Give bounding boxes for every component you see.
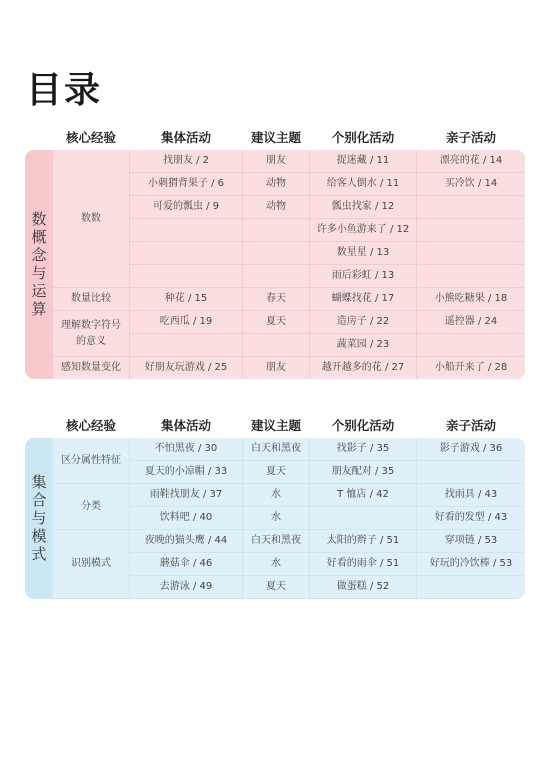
individual-activity-cell: 雨后彩虹 / 13 <box>310 265 416 287</box>
parent-child-activity-cell: 找雨具 / 43 <box>417 484 525 506</box>
core-experience-header: 核心经验 <box>65 418 116 433</box>
parent-child-activity-cell: 买冷饮 / 14 <box>417 173 525 195</box>
suggested-theme-cell <box>243 265 309 287</box>
group-activity-cell: 去游泳 / 49 <box>130 576 242 598</box>
individual-activity-cell: 找影子 / 35 <box>310 438 416 460</box>
group-activity-cell: 不怕黑夜 / 30 <box>130 438 242 460</box>
core-experience-cell: 区分属性特征 <box>53 438 129 483</box>
toc-table-sets-patterns <box>25 416 525 598</box>
group-activity-cell: 夜晚的猫头鹰 / 44 <box>130 530 242 552</box>
individual-activity-cell: 瓢虫找家 / 12 <box>310 196 416 218</box>
individual-activity-cell: 蔬菜园 / 23 <box>310 334 416 356</box>
parent-child-activity-cell <box>417 265 525 287</box>
parent-child-activity-cell: 漂亮的花 / 14 <box>417 150 525 172</box>
group-activity-cell: 蘑菇伞 / 46 <box>130 553 242 575</box>
suggested-theme-cell: 朋友 <box>243 150 309 172</box>
group-activity-header: 集体活动 <box>160 130 211 145</box>
toc-table-number-concepts <box>25 128 525 378</box>
individual-activity-cell: 太阳的辫子 / 51 <box>310 530 416 552</box>
individual-activity-cell: 做蛋糕 / 52 <box>310 576 416 598</box>
parent-child-activity-cell: 好玩的冷饮棒 / 53 <box>417 553 525 575</box>
parent-child-activity-cell <box>417 242 525 264</box>
section-label <box>25 438 53 599</box>
parent-child-activity-cell <box>417 461 525 483</box>
parent-child-activity-cell: 影子游戏 / 36 <box>417 438 525 460</box>
suggested-theme-cell: 夏天 <box>243 311 309 333</box>
core-experience-cell: 数量比较 <box>53 288 129 310</box>
group-activity-cell: 种花 / 15 <box>130 288 242 310</box>
parent-child-activity-cell <box>417 219 525 241</box>
parent-child-activity-cell <box>417 196 525 218</box>
section-label-text: 集合与模式 <box>29 473 48 564</box>
suggested-theme-cell: 夏天 <box>243 576 309 598</box>
parent-child-activity-header: 亲子活动 <box>445 418 496 433</box>
group-activity-cell <box>130 219 242 241</box>
individual-activity-cell: 给客人倒水 / 11 <box>310 173 416 195</box>
suggested-theme-cell: 动物 <box>243 173 309 195</box>
individual-activity-cell <box>310 507 416 529</box>
group-activity-header: 集体活动 <box>160 418 211 433</box>
group-activity-cell <box>130 242 242 264</box>
suggested-theme-cell: 动物 <box>243 196 309 218</box>
group-activity-cell: 夏天的小凉帽 / 33 <box>130 461 242 483</box>
group-activity-cell: 好朋友玩游戏 / 25 <box>130 357 242 379</box>
parent-child-activity-cell: 遥控器 / 24 <box>417 311 525 333</box>
parent-child-activity-cell: 小船开来了 / 28 <box>417 357 525 379</box>
suggested-theme-cell: 白天和黑夜 <box>243 438 309 460</box>
suggested-theme-cell: 水 <box>243 507 309 529</box>
table-body <box>25 438 525 599</box>
suggested-theme-cell <box>243 219 309 241</box>
suggested-theme-cell <box>243 334 309 356</box>
group-activity-cell: 小刺猬背果子 / 6 <box>130 173 242 195</box>
group-activity-cell: 饮料吧 / 40 <box>130 507 242 529</box>
individual-activity-cell: 造房子 / 22 <box>310 311 416 333</box>
parent-child-activity-header: 亲子活动 <box>445 130 496 145</box>
core-experience-cell: 数数 <box>53 150 129 287</box>
individual-activity-header: 个别化活动 <box>331 130 395 145</box>
parent-child-activity-cell: 好看的发型 / 43 <box>417 507 525 529</box>
suggested-theme-cell: 夏天 <box>243 461 309 483</box>
core-experience-cell: 识别模式 <box>53 530 129 598</box>
group-activity-cell: 找朋友 / 2 <box>130 150 242 172</box>
core-experience-cell: 分类 <box>53 484 129 529</box>
suggested-theme-cell: 水 <box>243 553 309 575</box>
individual-activity-header: 个别化活动 <box>331 418 395 433</box>
group-activity-cell: 吃西瓜 / 19 <box>130 311 242 333</box>
individual-activity-cell: 好看的雨伞 / 51 <box>310 553 416 575</box>
individual-activity-cell: 蝴蝶找花 / 17 <box>310 288 416 310</box>
individual-activity-cell: 许多小鱼游来了 / 12 <box>310 219 416 241</box>
group-activity-cell: 雨鞋找朋友 / 37 <box>130 484 242 506</box>
suggested-theme-cell: 春天 <box>243 288 309 310</box>
section-label <box>25 150 53 379</box>
individual-activity-cell: 越开越多的花 / 27 <box>310 357 416 379</box>
suggested-theme-cell: 水 <box>243 484 309 506</box>
core-experience-cell: 理解数字符号的意义 <box>53 311 129 356</box>
suggested-theme-header: 建议主题 <box>250 418 301 433</box>
suggested-theme-cell: 朋友 <box>243 357 309 379</box>
section-label-text: 数概念与运算 <box>29 210 48 319</box>
individual-activity-cell: T 恤店 / 42 <box>310 484 416 506</box>
page-title: 目录 <box>26 70 103 111</box>
table-body <box>25 150 525 379</box>
suggested-theme-header: 建议主题 <box>250 130 301 145</box>
parent-child-activity-cell <box>417 576 525 598</box>
group-activity-cell: 可爱的瓢虫 / 9 <box>130 196 242 218</box>
core-experience-cell: 感知数量变化 <box>53 357 129 379</box>
group-activity-cell <box>130 334 242 356</box>
parent-child-activity-cell <box>417 334 525 356</box>
individual-activity-cell: 数星星 / 13 <box>310 242 416 264</box>
parent-child-activity-cell: 小熊吃糖果 / 18 <box>417 288 525 310</box>
parent-child-activity-cell: 穿项链 / 53 <box>417 530 525 552</box>
individual-activity-cell: 朋友配对 / 35 <box>310 461 416 483</box>
core-experience-header: 核心经验 <box>65 130 116 145</box>
individual-activity-cell: 捉迷藏 / 11 <box>310 150 416 172</box>
group-activity-cell <box>130 265 242 287</box>
suggested-theme-cell <box>243 242 309 264</box>
suggested-theme-cell: 白天和黑夜 <box>243 530 309 552</box>
